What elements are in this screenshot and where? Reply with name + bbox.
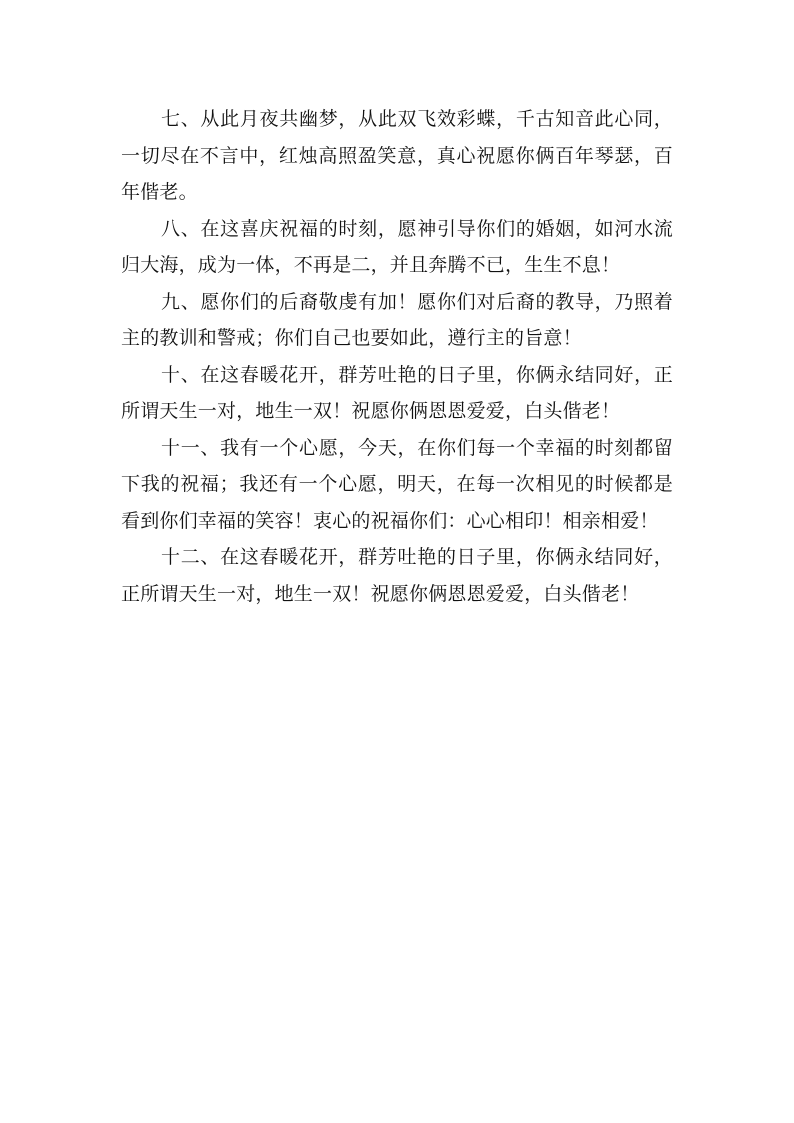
paragraph-7: 七、从此月夜共幽梦，从此双飞效彩蝶，千古知音此心同，一切尽在不言中，红烛高照盈笑意，真心祝愿你俩百年琴瑟，百年偕老。 — [121, 108, 673, 203]
paragraph-10: 十、在这春暖花开，群芳吐艳的日子里，你俩永结同好，正所谓天生一对，地生一双！祝愿你俩恩恩爱爱，白头偕老！ — [121, 363, 673, 422]
paragraph-11: 十一、我有一个心愿，今天，在你们每一个幸福的时刻都留下我的祝福；我还有一个心愿，明天，在每一次相见的时候都是看到你们幸福的笑容！衷心的祝福你们：心心相印！相亲相爱！ — [121, 436, 673, 532]
paragraph-9: 九、愿你们的后裔敬虔有加！愿你们对后裔的教导，乃照着主的教训和警戒；你们自己也要如此，遵行主的旨意！ — [121, 290, 673, 349]
paragraph-8: 八、在这喜庆祝福的时刻，愿神引导你们的婚姻，如河水流归大海，成为一体，不再是二，并且奔腾不已，生生不息！ — [121, 217, 673, 276]
paragraph-12: 十二、在这春暖花开，群芳吐艳的日子里，你俩永结同好，正所谓天生一对，地生一双！祝愿你俩恩恩爱爱，白头偕老！ — [121, 546, 673, 605]
document-body — [121, 101, 673, 612]
